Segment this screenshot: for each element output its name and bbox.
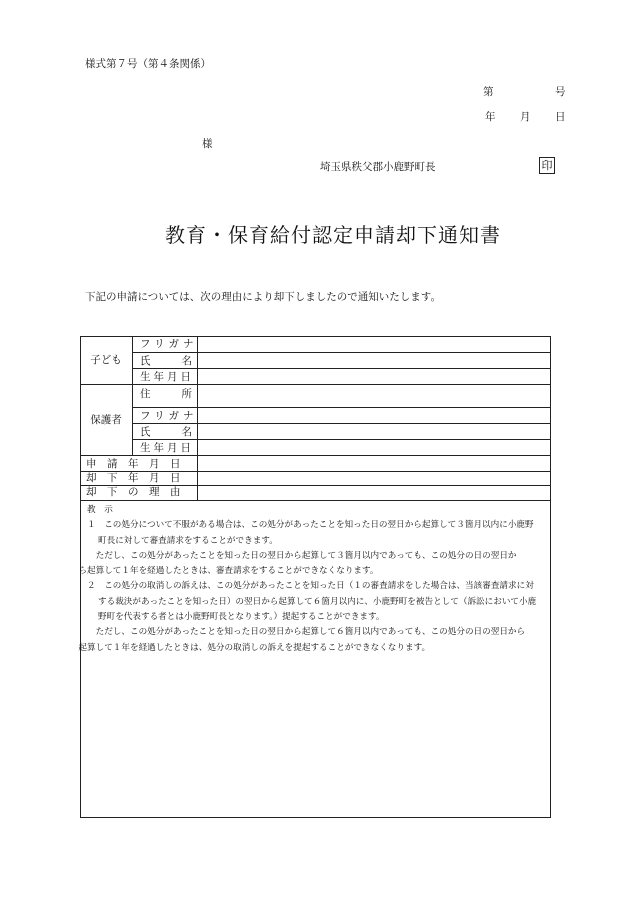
guardian-name-label bbox=[140, 424, 192, 440]
document-title: 教育・保育給付認定申請却下通知書 bbox=[165, 223, 501, 247]
number-label-prefix: 第 bbox=[483, 86, 494, 98]
instructions-section bbox=[78, 503, 547, 656]
rule bbox=[132, 368, 551, 369]
instruction-item-1 bbox=[87, 518, 547, 549]
guardian-address-label bbox=[140, 386, 192, 402]
rule bbox=[80, 500, 551, 501]
child-name-label bbox=[140, 353, 192, 369]
instruction-line: ただし、この処分があったことを知った日の翌日から起算して６箇月以内であっても、この処分の日の翌日から bbox=[95, 627, 526, 638]
seal-mark: 印 bbox=[539, 157, 555, 174]
form-number: 様式第７号（第４条関係） bbox=[85, 58, 211, 70]
name-char-2: 名 bbox=[181, 355, 192, 367]
issuer-name: 埼玉県秩父郡小鹿野町長 bbox=[320, 161, 436, 173]
child-birthdate-label: 生年月日 bbox=[140, 371, 194, 383]
instruction-line: ただし、この処分があったことを知った日の翌日から起算して３箇月以内であっても、この処分の日の翌日か bbox=[95, 550, 517, 561]
date-month-label: 月 bbox=[520, 111, 531, 123]
instruction-line: 野町を代表する者とは小鹿野町長となります。）提起することができます。 bbox=[98, 612, 385, 623]
rule bbox=[132, 352, 551, 353]
rejection-date-label: 却 下 年 月 日 bbox=[86, 472, 181, 484]
instruction-item-1-proviso bbox=[78, 549, 547, 580]
child-group-label: 子ども bbox=[90, 354, 122, 366]
address-char-1: 住 bbox=[140, 388, 151, 400]
child-furigana-label: フリガナ bbox=[140, 338, 198, 350]
name-char-2: 名 bbox=[181, 426, 192, 438]
guardian-furigana-label: フリガナ bbox=[140, 410, 198, 422]
instruction-line: ２ この処分の取消しの訴えは、この処分があったことを知った日（１の審査請求をした場合は、当該審査請求に対 bbox=[87, 581, 534, 592]
name-char-1: 氏 bbox=[140, 355, 151, 367]
rule bbox=[132, 439, 551, 440]
number-label-suffix: 号 bbox=[555, 86, 566, 98]
instruction-line: する裁決があったことを知った日）の翌日から起算して６箇月以内に、小鹿野町を被告として（訴訟において小鹿 bbox=[98, 596, 537, 607]
date-day-label: 日 bbox=[555, 111, 566, 123]
instruction-line: １ この処分について不服がある場合は、この処分があったことを知った日の翌日から起算して３箇月以内に小鹿野 bbox=[87, 520, 534, 531]
instruction-line: 起算して１年を経過したときは、処分の取消しの訴えを提起することができなくなります。 bbox=[78, 642, 431, 653]
guardian-group-label: 保護者 bbox=[90, 414, 122, 426]
rule bbox=[132, 336, 133, 455]
date-year-label: 年 bbox=[485, 111, 496, 123]
instruction-line: 町長に対して審査請求をすることができます。 bbox=[98, 535, 278, 546]
guardian-birthdate-label: 生年月日 bbox=[140, 442, 194, 454]
rejection-reason-label: 却 下 の 理 由 bbox=[86, 486, 181, 498]
address-char-2: 所 bbox=[181, 388, 192, 400]
intro-text: 下記の申請については、次の理由により却下しましたので通知いたします。 bbox=[85, 291, 441, 303]
name-char-1: 氏 bbox=[140, 426, 151, 438]
instruction-item-2 bbox=[87, 579, 547, 625]
instructions-heading: 教 示 bbox=[87, 505, 113, 515]
instruction-line: ら起算して１年を経過したときは、審査請求をすることができなくなります。 bbox=[78, 566, 379, 577]
instruction-item-2-proviso bbox=[78, 625, 547, 656]
application-date-label: 申 請 年 月 日 bbox=[86, 458, 181, 470]
addressee-suffix: 様 bbox=[202, 138, 213, 150]
